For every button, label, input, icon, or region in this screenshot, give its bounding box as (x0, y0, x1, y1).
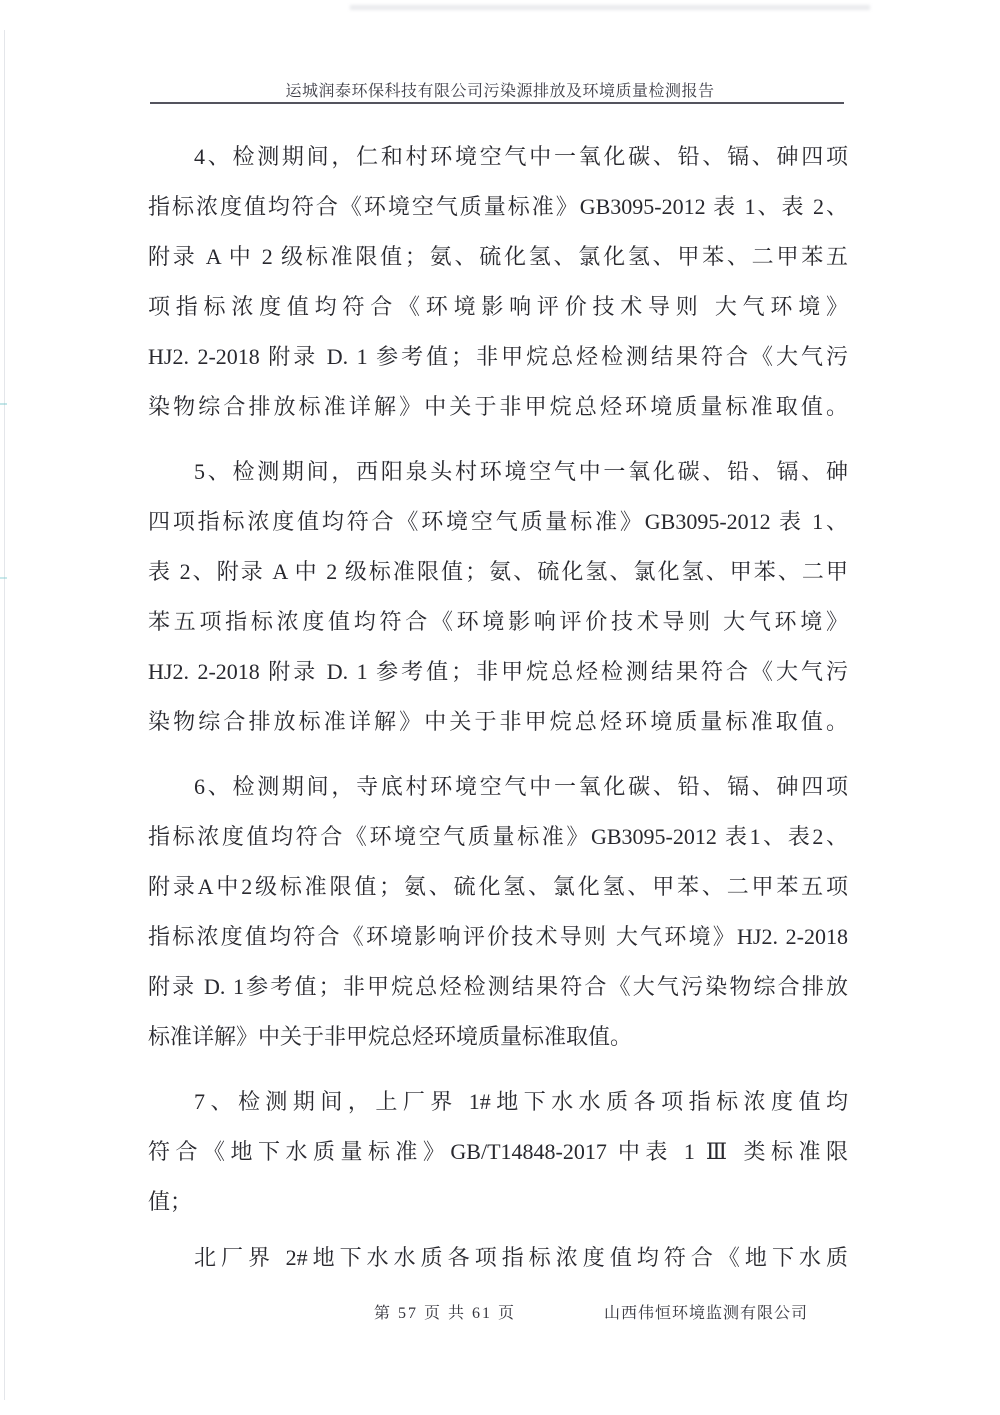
text-line: 4、检测期间，仁和村环境空气中一氧化碳、铅、镉、砷四项 (194, 144, 848, 169)
paragraph-item-5 (148, 447, 848, 747)
text-line: 表 2、附录 A 中 2 级标准限值；氨、硫化氢、氯化氢、甲苯、二甲 (148, 559, 848, 584)
text-line: 指标浓度值均符合《环境影响评价技术导则 大气环境》HJ2. 2-2018 (148, 924, 848, 949)
scan-artifact-left-edge (4, 30, 5, 1400)
paragraph-item-7 (148, 1077, 848, 1227)
document-footer (0, 1300, 1000, 1326)
text-line: 附录 A 中 2 级标准限值；氨、硫化氢、氯化氢、甲苯、二甲苯五 (148, 244, 848, 269)
text-line: HJ2. 2-2018 附录 D. 1 参考值；非甲烷总烃检测结果符合《大气污 (148, 659, 848, 684)
text-line: 染物综合排放标准详解》中关于非甲烷总烃环境质量标准取值。 (148, 709, 848, 734)
text-line: 值； (148, 1189, 193, 1214)
text-line: 苯五项指标浓度值均符合《环境影响评价技术导则 大气环境》 (148, 609, 848, 634)
text-line: 指标浓度值均符合《环境空气质量标准》GB3095-2012 表1、表2、 (148, 824, 848, 849)
text-line: HJ2. 2-2018 附录 D. 1 参考值；非甲烷总烃检测结果符合《大气污 (148, 344, 848, 369)
text-line: 项指标浓度值均符合《环境影响评价技术导则 大气环境》 (148, 294, 848, 319)
report-header-title: 运城润泰环保科技有限公司污染源排放及环境质量检测报告 (285, 83, 715, 100)
text-line: 标准详解》中关于非甲烷总烃环境质量标准取值。 (148, 1024, 633, 1049)
paragraph-item-4 (148, 132, 848, 432)
text-line: 附录A中2级标准限值；氨、硫化氢、氯化氢、甲苯、二甲苯五项 (148, 874, 848, 899)
text-line: 四项指标浓度值均符合《环境空气质量标准》GB3095-2012 表 1、 (148, 509, 848, 534)
text-line: 北厂界 2#地下水水质各项指标浓度值均符合《地下水质 (194, 1245, 848, 1270)
scan-artifact-tick (0, 577, 7, 579)
text-line: 7、检测期间，上厂界 1#地下水水质各项指标浓度值均 (194, 1089, 848, 1114)
text-line: 符合《地下水质量标准》GB/T14848-2017 中表 1 Ⅲ 类标准限 (148, 1139, 848, 1164)
header-divider (150, 102, 844, 104)
paragraph-item-6 (148, 762, 848, 1062)
paragraph-continuation (148, 1233, 848, 1283)
text-line: 6、检测期间，寺底村环境空气中一氧化碳、铅、镉、砷四项 (194, 774, 848, 799)
scan-artifact-top (350, 5, 870, 10)
page-number: 第 57 页 共 61 页 (374, 1305, 517, 1322)
scan-artifact-tick (0, 403, 7, 405)
text-line: 指标浓度值均符合《环境空气质量标准》GB3095-2012 表 1、表 2、 (148, 194, 848, 219)
text-line: 染物综合排放标准详解》中关于非甲烷总烃环境质量标准取值。 (148, 394, 848, 419)
footer-company-name: 山西伟恒环境监测有限公司 (604, 1305, 809, 1322)
text-line: 5、检测期间，西阳泉头村环境空气中一氧化碳、铅、镉、砷 (194, 459, 848, 484)
document-body (148, 132, 848, 1298)
text-line: 附录 D. 1参考值；非甲烷总烃检测结果符合《大气污染物综合排放 (148, 974, 848, 999)
